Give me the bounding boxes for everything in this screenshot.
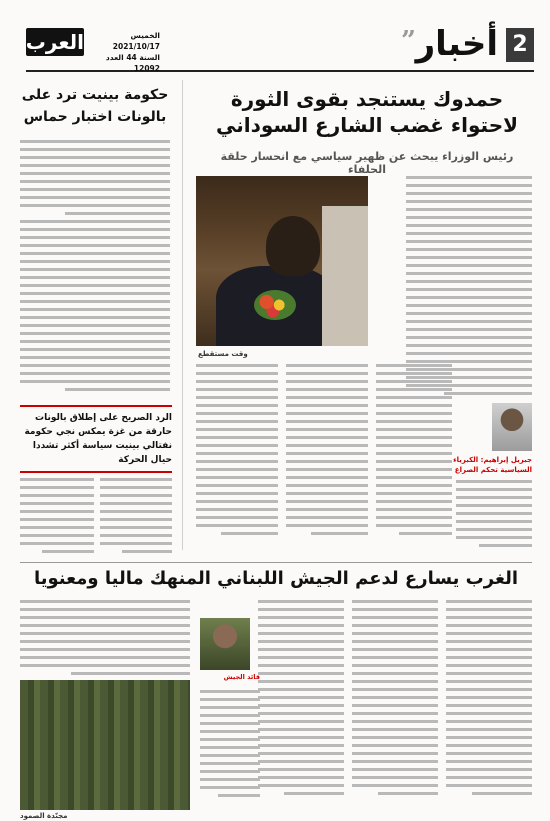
pull-quote: الرد الصريح على إطلاق بالونات حارقة من غزة يمكس نجي حكومة نفتالي بينيت سياسة أكثر تشددا حيال الحركة [20,405,172,473]
section-number: 2 [506,28,534,62]
soldiers-caption: مجنّدة الصمود [20,812,68,820]
mugshot-caption: جبريل إبراهيم: الكبرياء السياسية تحكم الصراع [453,456,532,474]
quote-mark-icon: ” [401,26,416,56]
second-article-col3 [258,600,344,800]
main-subhead: رئيس الوزراء يبحث عن ظهير سياسي مع انحسار حلقة الحلفاء [220,150,514,176]
issue-text: السنة 44 العدد 12092 [105,53,160,73]
second-article-col2 [352,600,438,800]
main-article-body-col1 [196,364,278,540]
sudan-pm-photo [196,176,368,346]
soldiers-photo [20,680,190,810]
side-article-body-3 [100,478,172,558]
officer-caption: قائد الجيش [223,673,260,681]
main-article-body-col3 [376,364,452,540]
second-article-col5 [20,600,190,680]
minister-mugshot [492,403,532,451]
side-article-body-2 [20,478,94,558]
photo-caption: وقت مستقطع [198,350,248,358]
main-headline: حمدوك يستنجد بقوى الثورة لاحتواء غضب الشارع السوداني [215,87,519,137]
army-commander-photo [200,618,250,670]
main-article-body-col4 [456,480,532,552]
section-title: أخبار [415,24,498,64]
date-text: الخميس 2021/10/17 [112,31,160,51]
newspaper-logo: العرب [25,30,84,54]
side-article-body [20,140,170,396]
dateline [90,30,160,74]
second-article-col1 [446,600,532,800]
second-headline: الغرب يسارع لدعم الجيش اللبناني المنهك ماليا ومعنويا [20,562,532,591]
second-article-col4 [200,690,260,802]
side-headline: حكومة بينيت ترد على بالونات اختبار حماس [21,87,169,125]
main-article-body-col2 [286,364,368,540]
column-divider [182,80,183,550]
page-header [26,22,534,72]
